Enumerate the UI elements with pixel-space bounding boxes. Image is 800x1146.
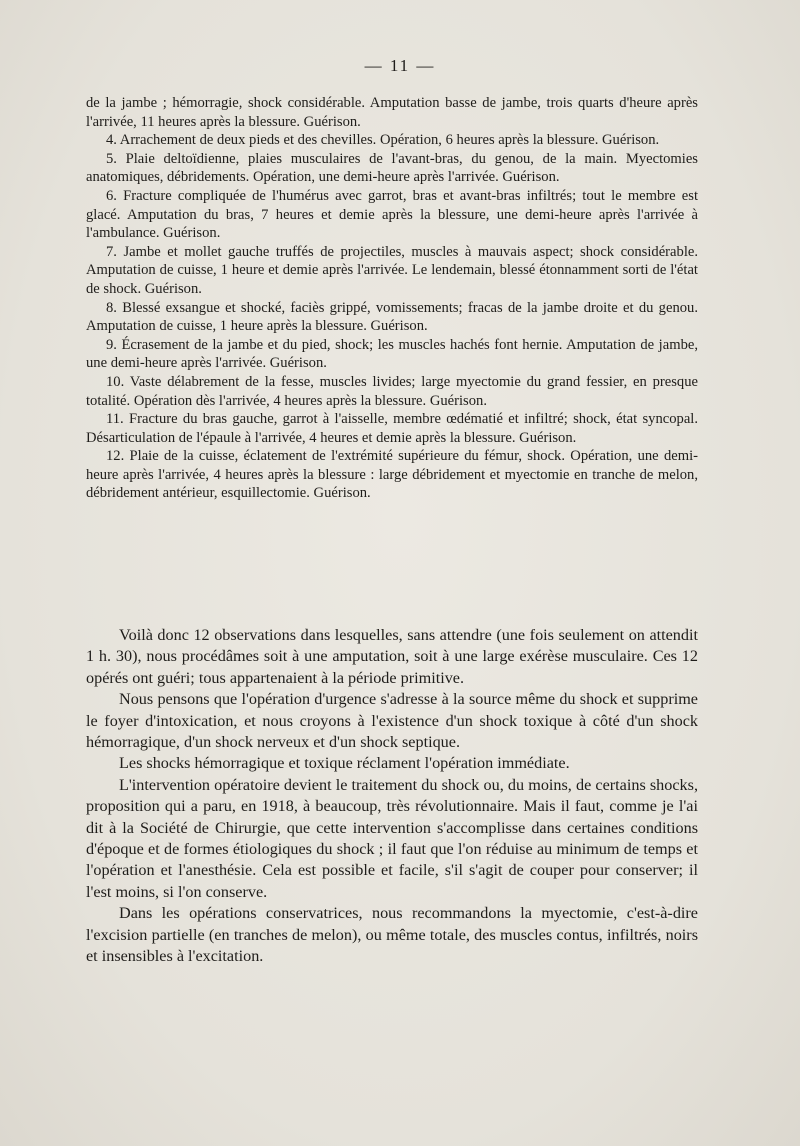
observation-item: 6. Fracture compliquée de l'humérus avec garrot, bras et avant-bras infiltrés; tout le membre est glacé. Amputation du bras, 7 heures et demie après la blessure, une demi-heure après l'arrivée à l'ambulance. Guérison. <box>86 187 698 242</box>
observation-item: 7. Jambe et mollet gauche truffés de projectiles, muscles à mauvais aspect; shock considérable. Amputation de cuisse, 1 heure et demie après l'arrivée. Le lendemain, blessé étonnamment sorti de l'état de shock. Guérison. <box>86 243 698 297</box>
observation-item: 4. Arrachement de deux pieds et des chevilles. Opération, 6 heures après la blessure. Guérison. <box>106 132 660 149</box>
observation-item: 11. Fracture du bras gauche, garrot à l'aisselle, membre œdématié et infiltré; shock, état syncopal. Désarticulation de l'épaule à l'arrivée, 4 heures et demie après la blessure. Guérison. <box>86 411 698 446</box>
observation-item: de la jambe ; hémorragie, shock considérable. Amputation basse de jambe, trois quarts d'heure après l'arrivée, 11 heures après la blessure. Guérison. <box>86 95 698 130</box>
paragraph: L'intervention opératoire devient le traitement du shock ou, du moins, de certains shocks, proposition qui a paru, en 1918, à beaucoup, très révolutionnaire. Mais il faut, comme je l'ai dit à la Société de Chirurgie, que cette intervention s'accomplisse dans certaines conditions d'époque et de formes étiologiques du shock ; il faut que l'on réduise au minimum de temps et l'opération et l'anesthésie. Cela est possible et facile, s'il s'agit de couper pour conserver; il l'est moins, si l'on conserve. <box>86 775 698 901</box>
body-text <box>86 625 698 968</box>
observation-item: 9. Écrasement de la jambe et du pied, shock; les muscles hachés font hernie. Amputation de jambe, une demi-heure après l'arrivée. Guérison. <box>86 336 698 372</box>
observation-item: 5. Plaie deltoïdienne, plaies musculaires de l'avant-bras, du genou, de la main. Myectomies anatomiques, débridements. Opération, une demi-heure après l'arrivée. Guérison. <box>86 150 698 186</box>
observation-item: 8. Blessé exsangue et shocké, faciès grippé, vomissements; fracas de la jambe droite et du genou. Amputation de cuisse, 1 heure après la blessure. Guérison. <box>86 299 698 335</box>
page-number: — 11 — <box>364 56 436 75</box>
observation-list <box>86 94 698 503</box>
observation-item: 10. Vaste délabrement de la fesse, muscles livides; large myectomie du grand fessier, en presque totalité. Opération dès l'arrivée, 4 heures après la blessure. Guérison. <box>86 373 698 409</box>
paragraph: Les shocks hémorragique et toxique réclament l'opération immédiate. <box>119 754 570 773</box>
observation-item: 12. Plaie de la cuisse, éclatement de l'extrémité supérieure du fémur, shock. Opération, une demi-heure après l'arrivée, 4 heures après la blessure : large débridement et myectomie en tranche de melon, débridement antérieur, esquillectomie. Guérison. <box>86 448 698 502</box>
paragraph: Voilà donc 12 observations dans lesquelles, sans attendre (une fois seulement on attendit 1 h. 30), nous procédâmes soit à une amputation, soit à une large exérèse musculaire. Ces 12 opérés ont guéri; tous appartenaient à la période primitive. <box>86 626 698 687</box>
paragraph: Dans les opérations conservatrices, nous recommandons la myectomie, c'est-à-dire l'excision partielle (en tranches de melon), ou même totale, des muscles contus, infiltrés, noirs et insensibles à l'excitation. <box>86 904 698 966</box>
paragraph: Nous pensons que l'opération d'urgence s'adresse à la source même du shock et supprime le foyer d'intoxication, et nous croyons à l'existence d'un shock toxique à côté d'un shock hémorragique, d'un shock nerveux et d'un shock septique. <box>86 690 698 752</box>
